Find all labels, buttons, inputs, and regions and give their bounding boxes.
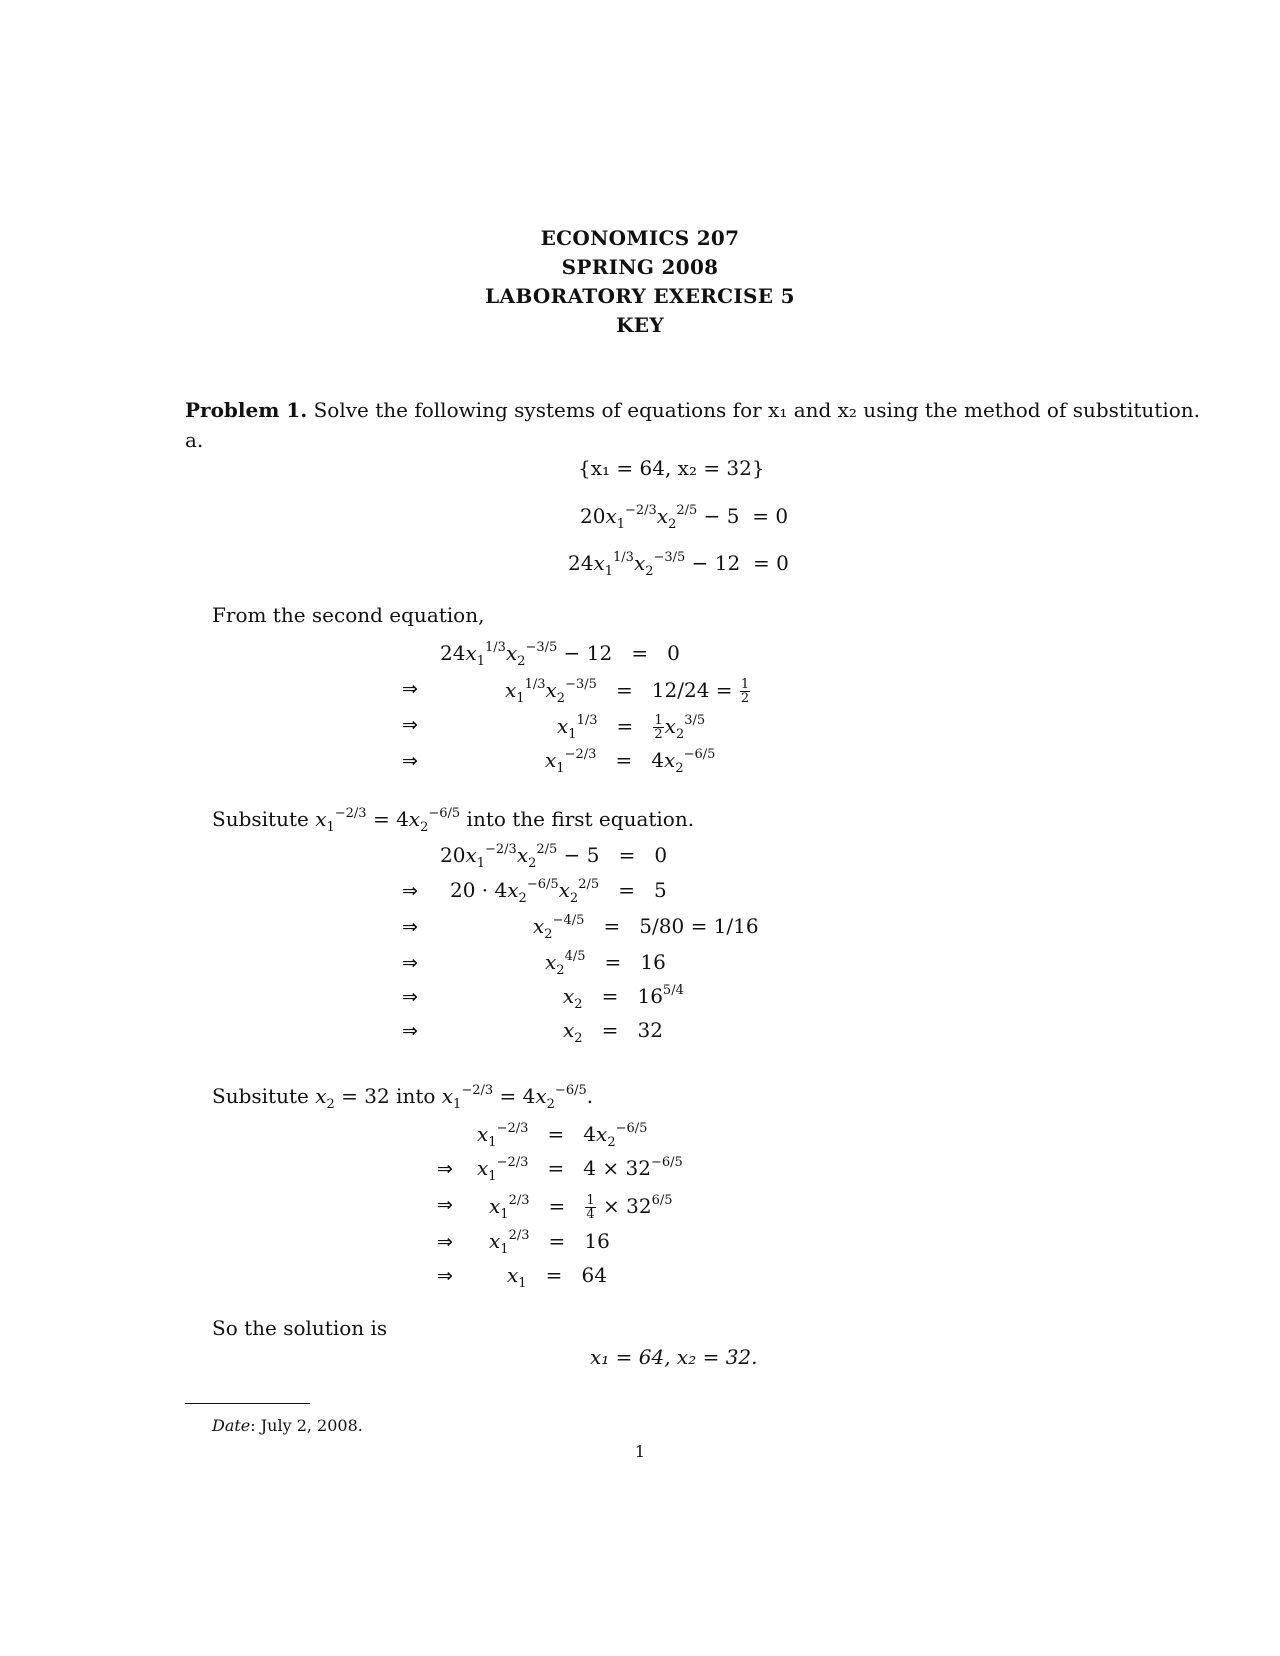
term-title: SPRING 2008 [561,255,719,279]
page-number: 1 [634,1442,646,1461]
answer-set: {x₁ = 64, x₂ = 32} [578,456,765,480]
substitute-1-text: Subsitute $x_1^{-2/3} = 4x_2^{-6/5}$ into the first equation. [212,806,695,835]
deriv1-line-4: $x_1^{-2/3} = 4x_2^{-6/5}$ [545,747,716,776]
footnote-date [212,1418,363,1434]
footnote-rule [185,1403,310,1404]
implies-icon: ⇒ [402,678,418,700]
implies-icon: ⇒ [402,750,418,772]
deriv2-line-6: $x_2 = 32$ [563,1018,663,1046]
substitute-2-mid: into [396,1084,436,1108]
part-label: a. [185,428,204,452]
implies-icon: ⇒ [402,714,418,736]
deriv1-line-1: $24x_1^{1/3}x_2^{-3/5} - 12 = 0$ [440,640,680,669]
implies-icon: ⇒ [402,916,418,938]
problem-statement [185,400,1200,420]
implies-icon: ⇒ [437,1158,453,1180]
deriv2-line-1: $20x_1^{-2/3}x_2^{2/5} - 5 = 0$ [440,842,668,871]
deriv1-line-2: $x_1^{1/3}x_2^{-3/5} = 12/24$ = $\frac{1}{2}$ [505,677,750,706]
problem-label: Problem 1. [185,398,308,422]
deriv2-line-3: $x_2^{-4/5} = 5/80 = 1/16$ [533,913,759,942]
problem-text: Solve the following systems of equations for x₁ and x₂ using the method of substitution. [313,398,1200,422]
deriv3-line-1: $x_1^{-2/3} = 4x_2^{-6/5}$ [477,1121,648,1150]
deriv1-line-3: $x_1^{1/3}$ = $\frac{1}{2}$ $x_2^{3/5}$ [557,713,706,742]
footnote-value: : July 2, 2008. [250,1416,363,1435]
exercise-title: LABORATORY EXERCISE 5 [485,284,795,308]
system-eq-2: $24x_1^{1/3}x_2^{-3/5} - 12 = 0$ [568,550,789,579]
deriv2-line-2: $20 \cdot 4x_2^{-6/5}x_2^{2/5} = 5$ [450,877,667,906]
deriv3-line-4: $x_1^{2/3} = 16$ [489,1228,610,1257]
substitute-2-text: Subsitute $x_2 = 32$ into $x_1^{-2/3} = 4x_2^{-6/5}$. [212,1083,594,1112]
key-title: KEY [616,313,664,337]
deriv2-line-4: $x_2^{4/5} = 16$ [545,949,666,978]
implies-icon: ⇒ [402,880,418,902]
from-second-text: From the second equation, [212,603,485,627]
course-title: ECONOMICS 207 [540,226,740,250]
solution-value: x₁ = 64, x₂ = 32. [590,1345,758,1369]
substitute-2-pre: Subsitute [212,1084,309,1108]
implies-icon: ⇒ [437,1265,453,1287]
implies-icon: ⇒ [402,952,418,974]
substitute-1-post: into the first equation. [466,807,695,831]
implies-icon: ⇒ [437,1231,453,1253]
solution-intro: So the solution is [212,1316,388,1340]
deriv3-line-5: $x_1 = 64$ [507,1263,607,1291]
system-eq-1: $20x_1^{-2/3}x_2^{2/5} - 5 = 0$ [580,503,789,532]
implies-icon: ⇒ [402,1020,418,1042]
deriv2-line-5: $x_2 = 16^{5/4}$ [563,983,684,1012]
implies-icon: ⇒ [402,986,418,1008]
implies-icon: ⇒ [437,1194,453,1216]
deriv3-line-2: $x_1^{-2/3} = 4 \times 32^{-6/5}$ [477,1155,683,1184]
deriv3-line-3: $x_1^{2/3}$ = $\frac{1}{4}$ × $32^{6/5}$ [489,1193,673,1222]
footnote-label: Date [212,1416,251,1435]
substitute-1-pre: Subsitute [212,807,309,831]
